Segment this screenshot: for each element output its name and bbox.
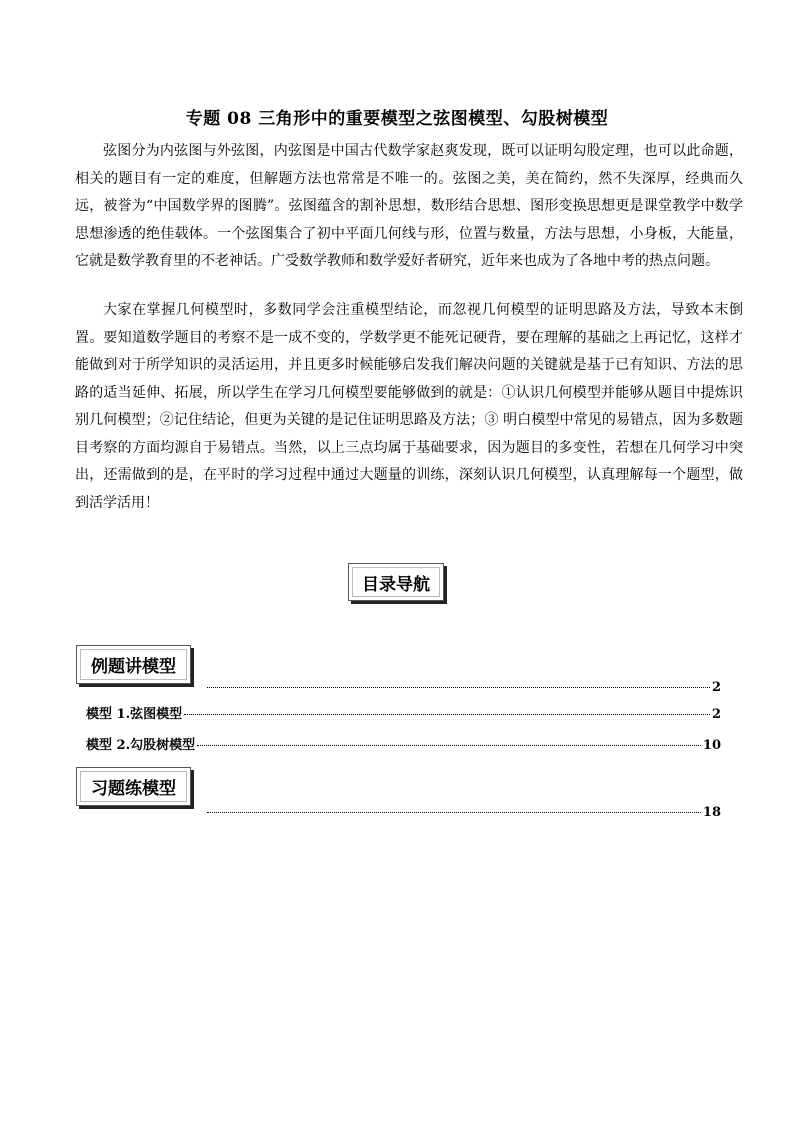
section-heading-exercises (76, 767, 191, 806)
section-heading-examples-text: 例题讲模型 (91, 657, 176, 677)
section-heading-examples (76, 645, 191, 684)
toc-entry-label: 模型 2.勾股树模型 (86, 738, 196, 753)
toc-entry-exercises[interactable] (205, 805, 721, 820)
intro-paragraph-2: 大家在掌握几何模型时，多数同学会注重模型结论，而忽视几何模型的证明思路及方法，导致本末倒置。要知道数学题目的考察不是一成不变的，学数学更不能死记硬背，要在理解的基础之上再记忆，这样才能做到对于所学知识的灵活运用，并且更多时候能够启发我们解决问题的关键就是基于已有知识、方法的思路的适当延伸、拓展，所以学生在学习几何模型要能够做到的就是：①认识几何模型并能够从题目中提炼识别几何模型；②记住结论，但更为关键的是记住证明思路及方法；③ 明白模型中常见的易错点，因为多数题目考察的方面均源自于易错点。当然，以上三点均属于基础要求，因为题目的多变性，若想在几何学习中突出，还需做到的是，在平时的学习过程中通过大题量的训练，深刻认识几何模型，认真理解每一个题型，做到活学活用！ (75, 302, 743, 511)
page-title: 专题 08 三角形中的重要模型之弦图模型、勾股树模型 (185, 109, 609, 129)
toc-page-number: 18 (702, 805, 721, 820)
toc-page-number: 2 (711, 680, 721, 695)
toc-entry-model-1[interactable] (86, 703, 721, 722)
intro-paragraph-1: 弦图分为内弦图与外弦图，内弦图是中国古代数学家赵爽发现，既可以证明勾股定理，也可以此命题，相关的题目有一定的难度，但解题方法也常常是不唯一的。弦图之美，美在简约，然不失深厚，经典而久远，被誉为“中国数学界的图腾”。弦图蕴含的割补思想，数形结合思想、图形变换思想更是课堂教学中数学思想渗透的绝佳载体。一个弦图集合了初中平面几何线与形，位置与数量，方法与思想，小身板，大能量，它就是数学教育里的不老神话。广受数学教师和数学爱好者研究，近年来也成为了各地中考的热点问题。 (75, 143, 743, 269)
toc-leader-dots (197, 745, 701, 746)
toc-page-number: 10 (702, 738, 721, 753)
toc-leader-dots (184, 714, 710, 715)
toc-entry-examples[interactable] (205, 680, 721, 695)
toc-leader-dots (207, 687, 710, 688)
toc-nav-heading (348, 563, 444, 601)
toc-page-number: 2 (711, 707, 721, 722)
toc-entry-label: 模型 1.弦图模型 (86, 707, 183, 722)
section-heading-exercises-text: 习题练模型 (91, 779, 176, 799)
toc-entry-model-2[interactable] (86, 734, 721, 753)
toc-leader-dots (207, 812, 701, 813)
toc-nav-heading-text: 目录导航 (362, 574, 430, 595)
